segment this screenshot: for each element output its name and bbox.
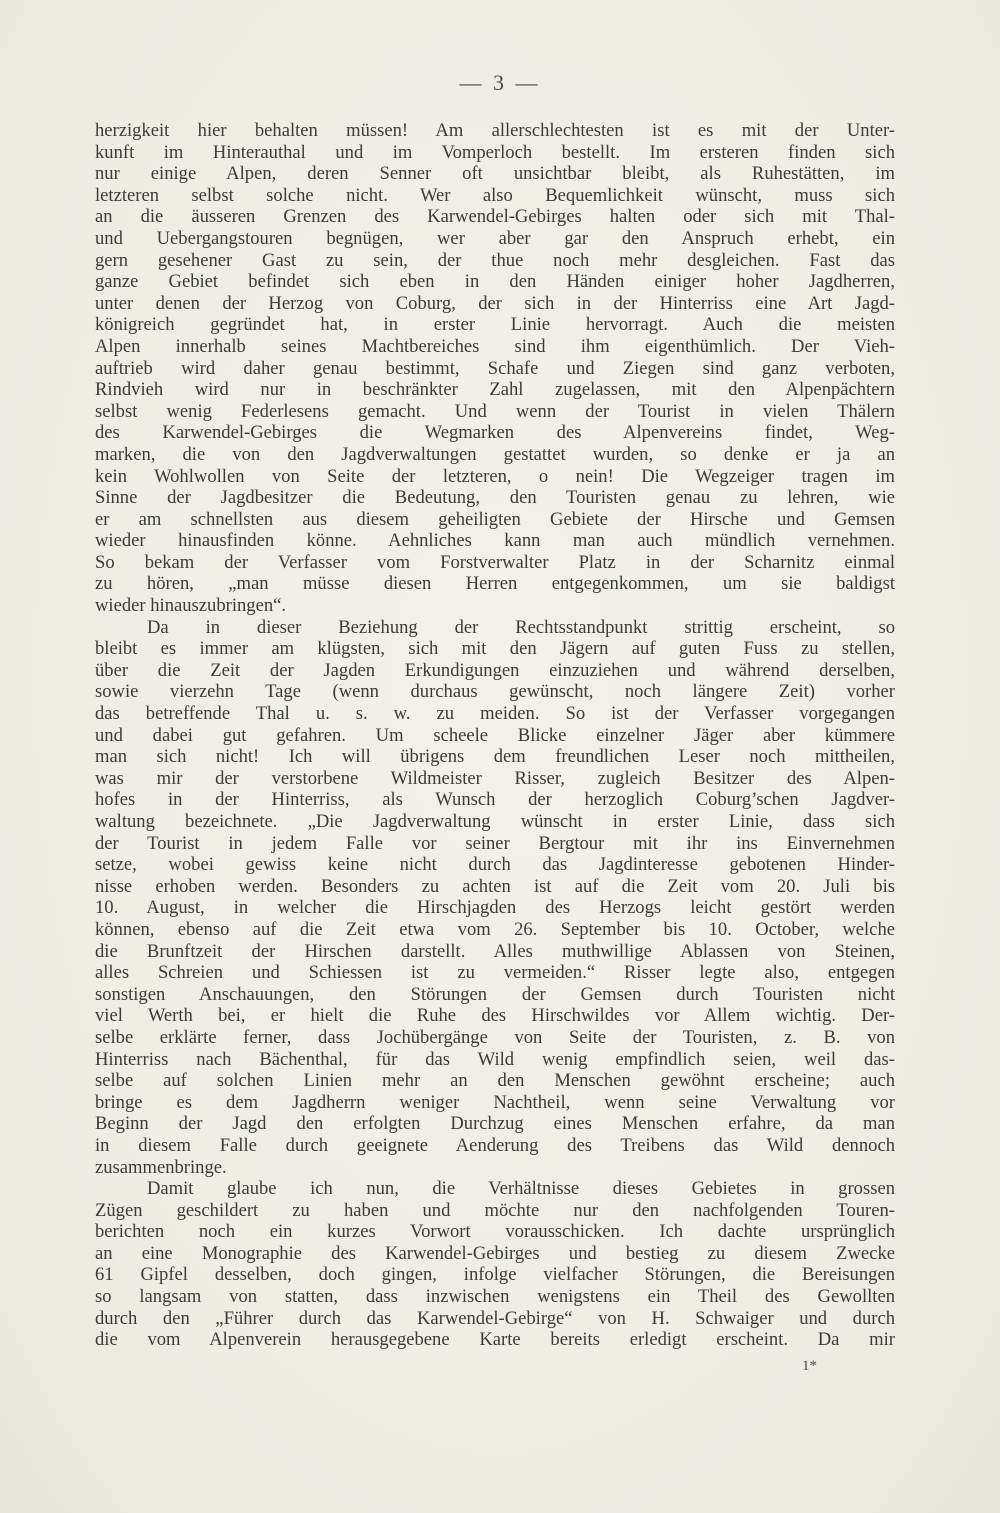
text-line: herzigkeit hier behalten müssen! Am allerschlechtesten ist es mit der Unter- (95, 120, 895, 141)
text-line: was mir der verstorbene Wildmeister Risser, zugleich Besitzer des Alpen- (95, 767, 895, 789)
text-line: bleibt es immer am klügsten, sich mit den Jägern auf guten Fuss zu stellen, (95, 638, 895, 660)
text-line: sonstigen Anschauungen, den Störungen der Gemsen durch Touristen nicht (95, 983, 895, 1005)
text-line: an eine Monographie des Karwendel-Gebirges und bestieg zu diesem Zwecke (95, 1242, 895, 1264)
text-line: letzteren selbst solche nicht. Wer also Bequemlichkeit wünscht, muss sich (95, 184, 895, 206)
text-line: wieder hinauszubringen“. (95, 595, 287, 617)
text-line: Damit glaube ich nun, die Verhältnisse dieses Gebietes in grossen (147, 1178, 895, 1200)
text-line: selbe erklärte ferner, dass Jochübergänge von Seite der Touristen, z. B. von (95, 1026, 895, 1048)
signature-mark: 1* (802, 1358, 817, 1374)
text-line: bringe es dem Jagdherrn weniger Nachtheil, wenn seine Verwaltung vor (95, 1091, 895, 1113)
text-line: wieder hinausfinden könne. Aehnliches kann man auch mündlich vernehmen. (95, 530, 895, 552)
text-line: königreich gegründet hat, in erster Linie hervorragt. Auch die meisten (95, 314, 895, 336)
text-line: hofes in der Hinterriss, als Wunsch der herzoglich Coburg’schen Jagdver- (95, 789, 895, 811)
text-line: berichten noch ein kurzes Vorwort vorausschicken. Ich dachte ursprünglich (95, 1221, 895, 1243)
text-line: Zügen geschildert zu haben und möchte nur den nachfolgenden Touren- (95, 1199, 895, 1221)
text-line: das betreffende Thal u. s. w. zu meiden. So ist der Verfasser vorgegangen (95, 703, 895, 725)
body-text (95, 120, 895, 1351)
text-line: Alpen innerhalb seines Machtbereiches sind ihm eigenthümlich. Der Vieh- (95, 335, 895, 357)
text-line: Hinterriss nach Bächenthal, für das Wild wenig empfindlich seien, weil das- (95, 1048, 895, 1070)
text-line: kein Wohlwollen von Seite der letzteren, o nein! Die Wegzeiger tragen im (95, 465, 895, 487)
text-line: des Karwendel-Gebirges die Wegmarken des Alpenvereins findet, Weg- (95, 422, 895, 444)
text-line: zu hören, „man müsse diesen Herren entgegenkommen, um sie baldigst (95, 573, 895, 595)
text-line: können, ebenso auf die Zeit etwa vom 26. September bis 10. October, welche (95, 918, 895, 940)
text-line: so langsam von statten, dass inzwischen wenigstens ein Theil des Gewollten (95, 1286, 895, 1308)
text-line: gern gesehener Gast zu sein, der thue noch mehr desgleichen. Fast das (95, 249, 895, 271)
text-line: nur einige Alpen, deren Senner oft unsichtbar bleibt, als Ruhestätten, im (95, 163, 895, 185)
text-line: in diesem Falle durch geeignete Aenderung des Treibens das Wild dennoch (95, 1134, 895, 1156)
text-line: und Uebergangstouren begnügen, wer aber gar den Anspruch erhebt, ein (95, 227, 895, 249)
text-line: auftrieb wird daher genau bestimmt, Schafe und Ziegen sind ganz verboten, (95, 357, 895, 379)
text-line: ganze Gebiet befindet sich eben in den Händen einiger hoher Jagdherren, (95, 271, 895, 293)
text-line: die vom Alpenverein herausgegebene Karte bereits erledigt erscheint. Da mir (95, 1329, 895, 1351)
text-line: zusammenbringe. (95, 1156, 227, 1178)
text-line: 10. August, in welcher die Hirschjagden des Herzogs leicht gestört werden (95, 897, 895, 919)
text-line: setze, wobei gewiss keine nicht durch das Jagdinteresse gebotenen Hinder- (95, 854, 895, 876)
text-line: nisse erhoben werden. Besonders zu achten ist auf die Zeit vom 20. Juli bis (95, 875, 895, 897)
text-line: alles Schreien und Schiessen ist zu vermeiden.“ Risser legte also, entgegen (95, 962, 895, 984)
text-line: durch den „Führer durch das Karwendel-Gebirge“ von H. Schwaiger und durch (95, 1307, 895, 1329)
text-line: waltung bezeichnete. „Die Jagdverwaltung wünscht in erster Linie, dass sich (95, 811, 895, 832)
text-line: die Brunftzeit der Hirschen darstellt. Alles muthwillige Ablassen von Steinen, (95, 940, 895, 962)
text-line: Da in dieser Beziehung der Rechtsstandpunkt strittig erscheint, so (147, 616, 895, 638)
text-line: und dabei gut gefahren. Um scheele Blicke einzelner Jäger aber kümmere (95, 724, 895, 746)
text-line: selbe auf solchen Linien mehr an den Menschen gewöhnt erscheine; auch (95, 1070, 895, 1092)
text-line: 61 Gipfel desselben, doch gingen, infolge vielfacher Störungen, die Bereisungen (95, 1264, 895, 1286)
text-line: an die äusseren Grenzen des Karwendel-Gebirges halten oder sich mit Thal- (95, 206, 895, 228)
text-line: selbst wenig Federlesens gemacht. Und wenn der Tourist in vielen Thälern (95, 400, 895, 422)
text-line: So bekam der Verfasser vom Forstverwalter Platz in der Scharnitz einmal (95, 551, 895, 573)
text-line: unter denen der Herzog von Coburg, der sich in der Hinterriss eine Art Jagd- (95, 292, 895, 314)
text-line: viel Werth bei, er hielt die Ruhe des Hirschwildes vor Allem wichtig. Der- (95, 1005, 895, 1027)
text-line: sowie vierzehn Tage (wenn durchaus gewünscht, noch längere Zeit) vorher (95, 681, 895, 703)
text-line: er am schnellsten aus diesem geheiligten Gebiete der Hirsche und Gemsen (95, 508, 895, 530)
text-line: man sich nicht! Ich will übrigens dem freundlichen Leser noch mittheilen, (95, 746, 895, 768)
text-line: der Tourist in jedem Falle vor seiner Bergtour mit ihr ins Einvernehmen (95, 832, 895, 854)
text-line: marken, die von den Jagdverwaltungen gestattet wurden, so denke er ja an (95, 443, 895, 465)
text-line: über die Zeit der Jagden Erkundigungen einzuziehen und während derselben, (95, 659, 895, 681)
text-line: Rindvieh wird nur in beschränkter Zahl zugelassen, mit den Alpenpächtern (95, 379, 895, 401)
text-line: kunft im Hinterauthal und im Vomperloch bestellt. Im ersteren finden sich (95, 141, 895, 163)
text-line: Beginn der Jagd den erfolgten Durchzug eines Menschen erfahre, da man (95, 1113, 895, 1135)
text-line: Sinne der Jagdbesitzer die Bedeutung, den Touristen genau zu lehren, wie (95, 487, 895, 509)
page-number: — 3 — (459, 70, 541, 95)
